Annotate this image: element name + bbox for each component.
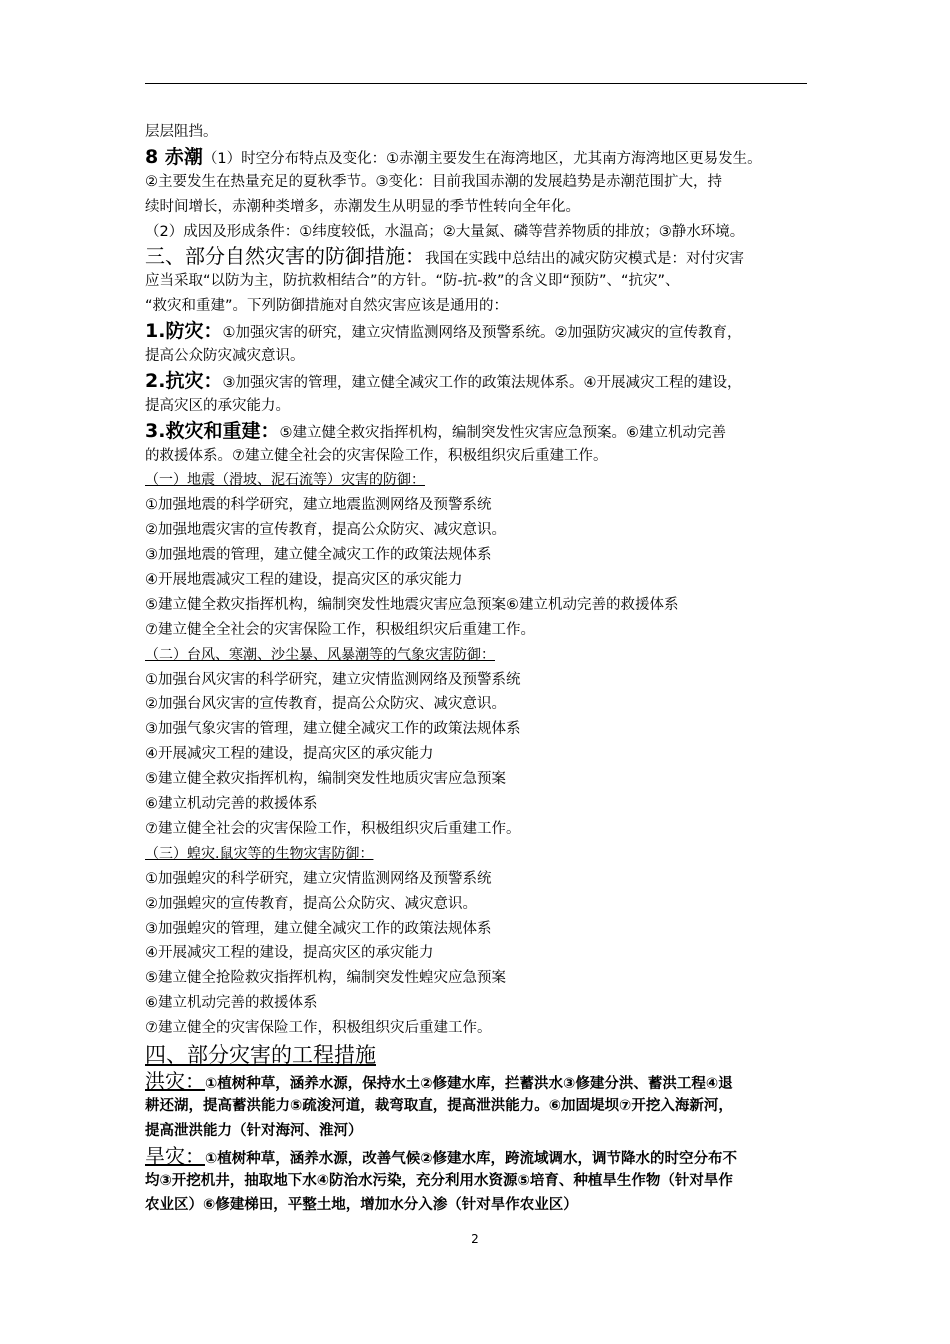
line-lead: 2.抗灾：: [145, 369, 223, 392]
page-number: 2: [471, 1232, 479, 1246]
text-line: [145, 717, 813, 742]
text-line: [145, 419, 813, 444]
subsection-title: （三）蝗灾.鼠灾等的生物灾害防御：: [145, 845, 374, 862]
text-line: [145, 170, 813, 195]
text-line: [145, 1016, 813, 1041]
text-line: [145, 1144, 813, 1169]
line-lead: 旱灾：: [145, 1143, 205, 1168]
line-text: ⑦建立健全社会的灾害保险工作，积极组织灾后重建工作。: [145, 820, 521, 837]
text-line: [145, 195, 813, 220]
line-text: ⑤建立健全救灾指挥机构，编制突发性地质灾害应急预案: [145, 771, 506, 788]
text-line: [145, 593, 813, 618]
text-line: [145, 892, 813, 917]
line-text: 提高灾区的承灾能力。: [145, 397, 290, 414]
line-text: ⑦建立健全全社会的灾害保险工作，积极组织灾后重建工作。: [145, 621, 535, 638]
line-text: 耕还湖，提高蓄洪能力⑤疏浚河道，裁弯取直，提高泄洪能力。⑥加固堤坝⑦开挖入海新河，: [145, 1097, 733, 1114]
text-line: [145, 269, 813, 294]
text-line: [145, 941, 813, 966]
line-text: ①加强蝗灾的科学研究，建立灾情监测网络及预警系统: [145, 870, 492, 887]
line-text: ③加强灾害的管理，建立健全减灾工作的政策法规体系。④开展减灾工程的建设，: [222, 374, 742, 391]
text-line: [145, 742, 813, 767]
text-line: [145, 668, 813, 693]
line-text: 提高公众防灾减灾意识。: [145, 348, 305, 365]
line-lead: 洪灾：: [145, 1068, 205, 1093]
text-line: [145, 991, 813, 1016]
text-line: [145, 767, 813, 792]
line-text: ③加强蝗灾的管理，建立健全减灾工作的政策法规体系: [145, 920, 492, 937]
line-text: ⑤建立健全救灾指挥机构，编制突发性灾害应急预案。⑥建立机动完善: [279, 424, 726, 441]
subsection-title: （二）台风、寒潮、沙尘暴、风暴潮等的气象灾害防御：: [145, 646, 495, 663]
text-line: [145, 692, 813, 717]
text-line: [145, 1069, 813, 1094]
line-text: ②加强蝗灾的宣传教育，提高公众防灾、减灾意识。: [145, 895, 477, 912]
text-line: [145, 319, 813, 344]
text-line: [145, 294, 813, 319]
text-line: [145, 867, 813, 892]
line-text: ①加强地震的科学研究，建立地震监测网络及预警系统: [145, 497, 492, 514]
text-line: [145, 369, 813, 394]
line-text: 层层阻挡。: [145, 124, 218, 140]
text-line: [145, 792, 813, 817]
line-text: ④开展减灾工程的建设，提高灾区的承灾能力: [145, 945, 434, 962]
line-text: 我国在实践中总结出的减灾防灾模式是：对付灾害: [425, 251, 744, 268]
text-line: [145, 568, 813, 593]
text-line: [145, 1193, 813, 1218]
line-text: ⑤建立健全救灾指挥机构，编制突发性地震灾害应急预案⑥建立机动完善的救援体系: [145, 596, 679, 613]
line-text: ③加强气象灾害的管理，建立健全减灾工作的政策法规体系: [145, 721, 521, 738]
text-line: [145, 120, 813, 145]
line-text: 续时间增长，赤潮种类增多，赤潮发生从明显的季节性转向全年化。: [145, 198, 580, 215]
text-line: [145, 493, 813, 518]
text-line: [145, 444, 813, 469]
line-text: ②加强台风灾害的宣传教育，提高公众防灾、减灾意识。: [145, 696, 506, 713]
line-lead: 8 赤潮: [145, 145, 203, 168]
text-line: [145, 1169, 813, 1194]
line-text: （2）成因及形成条件：①纬度较低，水温高；②大量氮、磷等营养物质的排放；③静水环境。: [145, 223, 745, 240]
text-line: [145, 1119, 813, 1144]
line-lead: 3.救灾和重建：: [145, 419, 280, 442]
text-line: [145, 468, 813, 493]
line-lead: 三、部分自然灾害的防御措施：: [145, 244, 425, 269]
text-line: [145, 817, 813, 842]
header-rule: [145, 83, 807, 84]
text-line: [145, 518, 813, 543]
section-heading: 四、部分灾害的工程措施: [145, 1042, 376, 1067]
line-text: 应当采取“以防为主，防抗救相结合”的方针。“防-抗-救”的含义即“预防”、“抗灾”、: [145, 273, 680, 290]
text-line: [145, 244, 813, 269]
text-line: [145, 917, 813, 942]
line-text: 的救援体系。⑦建立健全社会的灾害保险工作，积极组织灾后重建工作。: [145, 447, 608, 464]
document-body: [145, 120, 813, 1218]
line-text: ⑦建立健全的灾害保险工作，积极组织灾后重建工作。: [145, 1020, 492, 1037]
text-line: [145, 394, 813, 419]
text-line: [145, 344, 813, 369]
line-text: ③加强地震的管理，建立健全减灾工作的政策法规体系: [145, 547, 492, 564]
line-text: ⑥建立机动完善的救援体系: [145, 796, 318, 813]
text-line: [145, 618, 813, 643]
line-text: ①加强灾害的研究，建立灾情监测网络及预警系统。②加强防灾减灾的宣传教育，: [222, 325, 742, 342]
line-text: 提高泄洪能力（针对海河、淮河）: [145, 1122, 363, 1139]
line-text: ②加强地震灾害的宣传教育，提高公众防灾、减灾意识。: [145, 522, 506, 539]
line-text: 农业区）⑥修建梯田，平整土地，增加水分入渗（针对旱作农业区）: [145, 1197, 578, 1214]
line-text: ①加强台风灾害的科学研究，建立灾情监测网络及预警系统: [145, 671, 521, 688]
line-text: ⑥建立机动完善的救援体系: [145, 995, 318, 1012]
text-line: [145, 145, 813, 170]
line-text: “救灾和重建”。下列防御措施对自然灾害应该是通用的：: [145, 298, 509, 315]
text-line: [145, 543, 813, 568]
line-text: ②主要发生在热量充足的夏秋季节。③变化：目前我国赤潮的发展趋势是赤潮范围扩大，持: [145, 173, 722, 190]
text-line: [145, 643, 813, 668]
line-text: ①植树种草，涵养水源，保持水土②修建水库，拦蓄洪水③修建分洪、蓄洪工程④退: [205, 1075, 733, 1092]
line-text: ④开展减灾工程的建设，提高灾区的承灾能力: [145, 746, 434, 763]
line-lead: 1.防灾：: [145, 320, 223, 343]
subsection-title: （一）地震（滑坡、泥石流等）灾害的防御：: [145, 472, 425, 489]
text-line: [145, 220, 813, 245]
line-text: ①植树种草，涵养水源，改善气候②修建水库，跨流域调水，调节降水的时空分布不: [205, 1150, 738, 1167]
line-text: （1）时空分布特点及变化：①赤潮主要发生在海湾地区，尤其南方海湾地区更易发生。: [202, 150, 762, 167]
line-text: ④开展地震减灾工程的建设，提高灾区的承灾能力: [145, 572, 463, 589]
line-text: 均③开挖机井，抽取地下水④防治水污染，充分利用水资源⑤培育、种植旱生作物（针对旱作: [145, 1172, 733, 1189]
line-text: ⑤建立健全抢险救灾指挥机构，编制突发性蝗灾应急预案: [145, 970, 506, 987]
text-line: [145, 1094, 813, 1119]
text-line: [145, 842, 813, 867]
text-line: [145, 966, 813, 991]
